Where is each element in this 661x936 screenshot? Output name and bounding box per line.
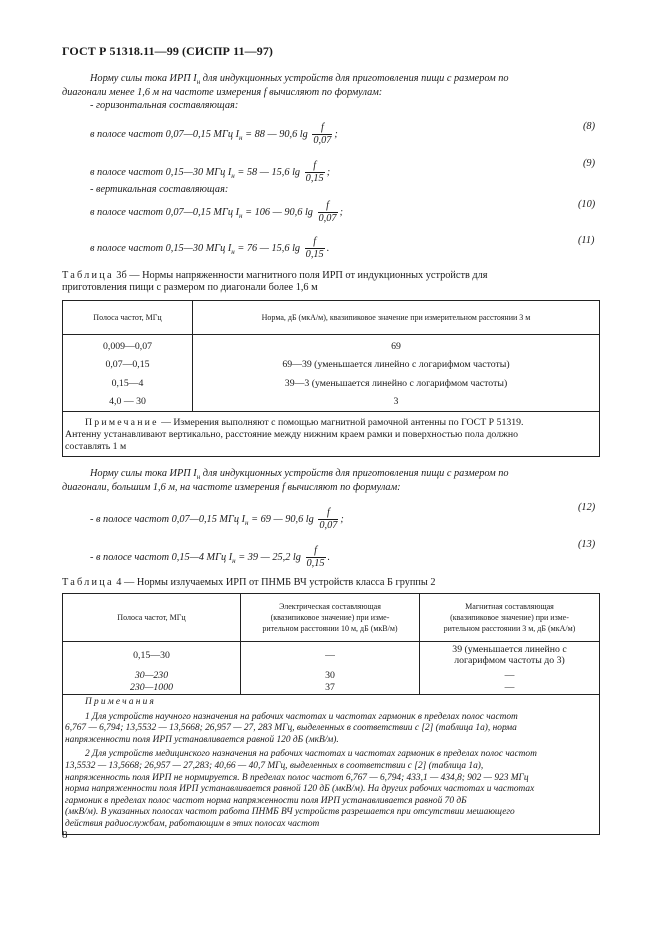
equation-number-10: (10) bbox=[578, 199, 596, 210]
header-magnetic-line: рительном расстоянии 3 м, дБ (мкА/м) bbox=[443, 624, 576, 633]
caption-word: Таблица bbox=[62, 577, 114, 588]
header-magnetic bbox=[420, 594, 600, 642]
fraction-num: f bbox=[318, 200, 338, 213]
equation-number-11: (11) bbox=[578, 235, 595, 246]
formula-tail: . bbox=[326, 242, 330, 254]
page-number: 8 bbox=[62, 829, 68, 841]
fraction-den: 0,15 bbox=[305, 173, 324, 184]
table-notes-row bbox=[63, 695, 600, 835]
formula-tail: ; bbox=[340, 513, 344, 525]
formula-text: в полосе частот 0,07—0,15 МГц I bbox=[90, 206, 240, 218]
para1-sub: н bbox=[196, 78, 201, 87]
fraction-num: f bbox=[312, 122, 332, 135]
formula-tail: . bbox=[327, 551, 331, 563]
fraction-den: 0,07 bbox=[313, 135, 332, 146]
note-2-line: гармоник в пределах полос частот норма напряженности поля ИРП устанавливается равной 70 дБ bbox=[65, 795, 467, 806]
note-line-3: составлять 1 м bbox=[65, 441, 127, 452]
table-row bbox=[63, 393, 600, 412]
cell-band: 230—1000 bbox=[63, 682, 241, 695]
table-row bbox=[63, 374, 600, 393]
cell-band: 0,07—0,15 bbox=[63, 355, 193, 374]
note-line-1 bbox=[65, 417, 597, 429]
formula-sub: н bbox=[245, 518, 249, 527]
formula-sub: н bbox=[231, 247, 235, 256]
cell-band: 4,0 — 30 bbox=[63, 393, 193, 412]
formula-tail: ; bbox=[326, 166, 331, 178]
para1-text: Норму силы тока ИРП I bbox=[90, 73, 197, 84]
equation-number-13: (13) bbox=[578, 539, 596, 550]
cell-electric: 37 bbox=[241, 682, 420, 695]
cell-norm: 39—3 (уменьшается линейно с логарифмом частоты) bbox=[193, 374, 600, 393]
formula-9 bbox=[90, 160, 330, 185]
formula-12 bbox=[90, 507, 344, 532]
table-4-caption bbox=[62, 577, 436, 589]
formula-rhs: = 76 — 15,6 lg bbox=[234, 242, 301, 254]
header-magnetic-line: (квазипиковое значение) при изме- bbox=[450, 613, 569, 622]
para2-text-rest: для индукционных устройств для приготовления пищи с размером по bbox=[200, 468, 509, 479]
cell-magnetic: — bbox=[420, 669, 600, 682]
note-2-line: 13,5532 — 13,5668; 26,957 — 27,283; 40,66 — 40,7 МГц, выделенных в соответствии с [2] (таблица 1а), bbox=[65, 760, 484, 771]
cell-band: 0,15—30 bbox=[63, 642, 241, 669]
table-3b-caption bbox=[62, 270, 600, 282]
note-2-line: норма напряженности поля ИРП устанавливается равной 120 дБ (мкВ/м). На других рабочих частотах и частотах bbox=[65, 784, 535, 795]
note-text: — Измерения выполняют с помощью магнитной рамочной антенны по ГОСТ Р 51319. bbox=[158, 417, 524, 428]
table-note-row bbox=[63, 412, 600, 457]
cell-norm: 69 bbox=[193, 335, 600, 355]
fraction-den: 0,15 bbox=[305, 249, 324, 260]
notes-title: Примечания bbox=[85, 697, 157, 707]
formula-rhs: = 88 — 90,6 lg bbox=[242, 128, 308, 140]
table-row bbox=[63, 642, 600, 669]
fraction-num: f bbox=[318, 507, 338, 520]
formula-tail: ; bbox=[339, 206, 343, 218]
para2-sub: н bbox=[196, 473, 201, 482]
cell-norm: 3 bbox=[193, 393, 600, 412]
header-electric-line: (квазипиковое значение) при изме- bbox=[270, 613, 390, 622]
header-norm: Норма, дБ (мкА/м), квазипиковое значение при измерительном расстоянии 3 м bbox=[193, 301, 600, 335]
note-2-line: напряженность поля ИРП не нормируется. В пределах полос частот 6,767 — 6,794; 433,1 — 434,8; 902 — 923 МГц bbox=[65, 772, 529, 783]
formula-sub: н bbox=[239, 211, 243, 220]
cell-band: 30—230 bbox=[63, 669, 241, 682]
cell-band: 0,15—4 bbox=[63, 374, 193, 393]
formula-sub: н bbox=[232, 556, 236, 565]
fraction bbox=[305, 236, 325, 261]
header-electric bbox=[241, 594, 420, 642]
formula-rhs: = 58 — 15,6 lg bbox=[234, 166, 301, 178]
note-1-line: 6,767 — 6,794; 13,5532 — 13,5668; 26,957 — 27, 283 МГц, выделенных в соответствии с [2] (таблица 1а), норма bbox=[65, 723, 517, 734]
formula-text: - в полосе частот 0,07—0,15 МГц I bbox=[90, 513, 246, 525]
header-band: Полоса частот, МГц bbox=[63, 301, 193, 335]
cell-norm: 69—39 (уменьшается линейно с логарифмом частоты) bbox=[193, 355, 600, 374]
table-4 bbox=[62, 593, 600, 835]
table-row bbox=[63, 669, 600, 682]
fraction bbox=[318, 200, 338, 225]
note-2-line: действия радиослужбам, работающим в этих полосах частот bbox=[65, 818, 320, 829]
table-3b-caption-line-2: приготовления пищи с размером по диагонали более 1,6 м bbox=[62, 282, 318, 293]
note-line-2: Антенну устанавливают вертикально, расстояние между нижним краем рамки и поверхностью пола должно bbox=[65, 429, 519, 440]
cell-magnetic-line: логарифмом частоты до 3) bbox=[454, 655, 565, 667]
cell-electric: — bbox=[241, 642, 420, 669]
table-row bbox=[63, 355, 600, 374]
header-electric-line: Электрическая составляющая bbox=[279, 602, 381, 611]
caption-word: Таблица bbox=[62, 270, 114, 281]
note-2-line: (мкВ/м). В указанных полосах частот работа ПНМБ ВЧ устройств разрешается при отсутствии мешающего bbox=[65, 807, 515, 818]
note-1-line: напряженности поля ИРП устанавливается равной 120 дБ (мкВ/м). bbox=[65, 734, 339, 745]
paragraph-2-line-2: диагонали, большим 1,6 м, на частоте измерения f вычисляют по формулам: bbox=[62, 482, 401, 493]
fraction bbox=[312, 122, 332, 147]
vertical-label: - вертикальная составляющая: bbox=[90, 184, 229, 195]
paragraph-1-line-2: диагонали менее 1,6 м на частоте измерения f вычисляют по формулам: bbox=[62, 87, 383, 98]
formula-8 bbox=[90, 122, 338, 147]
header-band: Полоса частот, МГц bbox=[63, 594, 241, 642]
equation-number-9: (9) bbox=[583, 158, 596, 169]
cell-magnetic: — bbox=[420, 682, 600, 695]
table-header-row bbox=[63, 301, 600, 335]
fraction-num: f bbox=[305, 160, 325, 173]
para1-text-rest: для индукционных устройств для приготовления пищи с размером по bbox=[200, 73, 509, 84]
document-header: ГОСТ Р 51318.11—99 (СИСПР 11—97) bbox=[62, 44, 274, 58]
table-4-notes bbox=[63, 695, 600, 835]
equation-number-8: (8) bbox=[583, 121, 596, 132]
fraction bbox=[305, 160, 325, 185]
formula-rhs: = 39 — 25,2 lg bbox=[235, 551, 301, 563]
formula-11 bbox=[90, 236, 329, 261]
formula-text: в полосе частот 0,15—30 МГц I bbox=[90, 242, 232, 254]
fraction-den: 0,07 bbox=[318, 213, 337, 224]
fraction-num: f bbox=[306, 545, 326, 558]
formula-rhs: = 69 — 90,6 lg bbox=[248, 513, 314, 525]
fraction bbox=[318, 507, 338, 532]
caption-rest: 3б — Нормы напряженности магнитного поля ИРП от индукционных устройств для bbox=[113, 270, 488, 281]
equation-number-12: (12) bbox=[578, 502, 596, 513]
table-row bbox=[63, 335, 600, 355]
fraction-den: 0,15 bbox=[306, 558, 325, 569]
cell-electric: 30 bbox=[241, 669, 420, 682]
header-magnetic-line: Магнитная составляющая bbox=[465, 602, 554, 611]
caption-rest: 4 — Нормы излучаемых ИРП от ПНМБ ВЧ устройств класса Б группы 2 bbox=[113, 577, 436, 588]
note-word: Примечание bbox=[85, 417, 159, 428]
table-row bbox=[63, 682, 600, 695]
table-3b bbox=[62, 300, 600, 457]
note-2-line: 2 Для устройств медицинского назначения на рабочих частотах и частотах гармоник в пределах полос частот bbox=[85, 749, 537, 760]
formula-sub: н bbox=[239, 133, 243, 142]
formula-tail: ; bbox=[334, 128, 338, 140]
table-header-row bbox=[63, 594, 600, 642]
para2-text: Норму силы тока ИРП I bbox=[90, 468, 197, 479]
table-3b-note bbox=[63, 412, 600, 457]
header-electric-line: рительном расстоянии 10 м, дБ (мкВ/м) bbox=[262, 624, 398, 633]
cell-magnetic-line: 39 (уменьшается линейно с bbox=[452, 643, 567, 655]
fraction-num: f bbox=[305, 236, 325, 249]
formula-text: в полосе частот 0,15—30 МГц I bbox=[90, 166, 232, 178]
cell-band: 0,009—0,07 bbox=[63, 335, 193, 355]
formula-rhs: = 106 — 90,6 lg bbox=[242, 206, 313, 218]
formula-13 bbox=[90, 545, 330, 570]
horizontal-label: - горизонтальная составляющая: bbox=[90, 100, 239, 111]
formula-sub: н bbox=[231, 171, 235, 180]
fraction bbox=[306, 545, 326, 570]
fraction-den: 0,07 bbox=[319, 520, 338, 531]
formula-10 bbox=[90, 200, 343, 225]
formula-text: - в полосе частот 0,15—4 МГц I bbox=[90, 551, 233, 563]
cell-magnetic bbox=[420, 642, 600, 669]
formula-text: в полосе частот 0,07—0,15 МГц I bbox=[90, 128, 240, 140]
note-1-line: 1 Для устройств научного назначения на рабочих частотах и частотах гармоник в пределах полос частот bbox=[85, 711, 518, 722]
